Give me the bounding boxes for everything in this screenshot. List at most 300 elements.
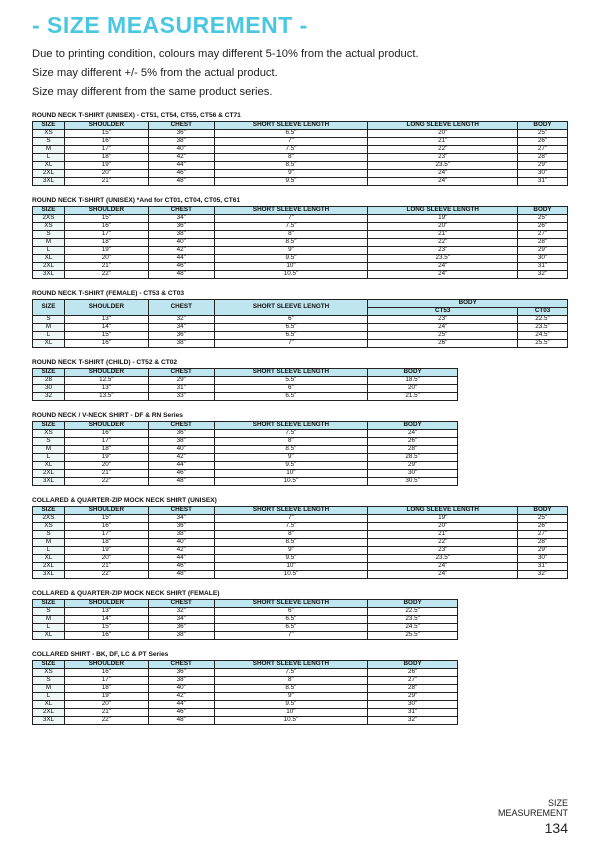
size-cell: L xyxy=(33,547,65,555)
table-cell: 9" xyxy=(214,547,368,555)
size-table-section xyxy=(32,290,568,348)
table-cell: 44" xyxy=(148,462,214,470)
size-cell: M xyxy=(33,616,65,624)
table-cell: 7" xyxy=(214,515,368,523)
column-header: SIZE xyxy=(33,122,65,130)
table-cell: 28" xyxy=(368,685,458,693)
table-cell: 27" xyxy=(518,146,568,154)
page-number: 134 xyxy=(544,820,568,836)
table-cell: 22" xyxy=(368,146,518,154)
table-cell: 9" xyxy=(214,170,368,178)
size-cell: M xyxy=(33,446,65,454)
table-cell: 24" xyxy=(368,430,458,438)
size-cell: 2XL xyxy=(33,709,65,717)
size-cell: XS xyxy=(33,130,65,138)
table-title: ROUND NECK T-SHIRT (CHILD) - CT52 & CT02 xyxy=(32,359,178,366)
table-row xyxy=(33,332,568,340)
table-cell: 25" xyxy=(518,215,568,223)
table-row xyxy=(33,231,568,239)
table-cell: 36" xyxy=(148,430,214,438)
table-cell: 23.5" xyxy=(518,324,568,332)
table-cell: 6" xyxy=(214,316,368,324)
table-cell: 9.5" xyxy=(214,555,368,563)
size-cell: XL xyxy=(33,162,65,170)
table-cell: 8.5" xyxy=(214,685,368,693)
size-cell: 3XL xyxy=(33,478,65,486)
table-cell: 30.5" xyxy=(368,478,458,486)
size-cell: M xyxy=(33,539,65,547)
column-header: SHOULDER xyxy=(64,600,148,608)
table-cell: 12.5" xyxy=(64,377,148,385)
table-cell: 15" xyxy=(64,515,148,523)
table-cell: 13.5" xyxy=(64,393,148,401)
column-header: CHEST xyxy=(148,507,214,515)
column-header: CHEST xyxy=(148,600,214,608)
size-cell: 2XL xyxy=(33,170,65,178)
table-cell: 42" xyxy=(148,247,214,255)
table-cell: 22" xyxy=(64,571,148,579)
table-cell: 19" xyxy=(368,215,518,223)
table-cell: 19" xyxy=(64,454,148,462)
table-cell: 29" xyxy=(518,162,568,170)
table-cell: 46" xyxy=(148,263,214,271)
table-cell: 18" xyxy=(64,154,148,162)
table-cell: 18" xyxy=(64,446,148,454)
table-cell: 24.5" xyxy=(518,332,568,340)
column-header: CHEST xyxy=(148,661,214,669)
table-cell: 8" xyxy=(214,531,368,539)
table-cell: 8" xyxy=(214,438,368,446)
table-row xyxy=(33,478,458,486)
table-cell: 16" xyxy=(64,223,148,231)
table-cell: 32" xyxy=(148,608,214,616)
table-cell: 34" xyxy=(148,616,214,624)
table-cell: 20" xyxy=(64,170,148,178)
size-cell: L xyxy=(33,454,65,462)
table-row xyxy=(33,539,568,547)
table-cell: 23" xyxy=(368,547,518,555)
table-cell: 10.5" xyxy=(214,271,368,279)
table-cell: 34" xyxy=(148,215,214,223)
table-cell: 5.5" xyxy=(214,377,368,385)
size-cell: S xyxy=(33,677,65,685)
table-cell: 33" xyxy=(148,393,214,401)
column-header: SHOULDER xyxy=(64,369,148,377)
table-cell: 34" xyxy=(148,515,214,523)
size-cell: 2XL xyxy=(33,470,65,478)
column-header: SIZE xyxy=(33,422,65,430)
table-cell: 40" xyxy=(148,539,214,547)
table-cell: 28" xyxy=(518,239,568,247)
table-cell: 27" xyxy=(518,231,568,239)
table-cell: 27" xyxy=(368,677,458,685)
column-header: CHEST xyxy=(148,122,214,130)
table-row xyxy=(33,247,568,255)
table-row xyxy=(33,608,458,616)
column-header: CT03 xyxy=(518,308,568,316)
table-cell: 30" xyxy=(518,170,568,178)
table-cell: 36" xyxy=(148,223,214,231)
table-row xyxy=(33,146,568,154)
table-title: COLLARED SHIRT - BK, DF, LC & PT Series xyxy=(32,651,169,658)
column-header: CHEST xyxy=(148,369,214,377)
table-cell: 25.5" xyxy=(518,340,568,348)
table-cell: 38" xyxy=(148,138,214,146)
table-cell: 38" xyxy=(148,438,214,446)
table-cell: 22" xyxy=(64,717,148,725)
table-row xyxy=(33,515,568,523)
size-cell: 30 xyxy=(33,385,65,393)
column-header: SHOULDER xyxy=(64,300,148,316)
table-header-row xyxy=(33,122,568,130)
table-row xyxy=(33,462,458,470)
column-header: SIZE xyxy=(33,207,65,215)
table-cell: 29" xyxy=(148,377,214,385)
table-cell: 25" xyxy=(518,130,568,138)
table-cell: 28.5" xyxy=(368,454,458,462)
table-cell: 16" xyxy=(64,632,148,640)
table-cell: 36" xyxy=(148,669,214,677)
table-cell: 44" xyxy=(148,162,214,170)
table-cell: 31" xyxy=(518,178,568,186)
table-cell: 7.5" xyxy=(214,146,368,154)
table-cell: 24" xyxy=(368,324,518,332)
column-header: BODY xyxy=(368,600,458,608)
column-header: SHORT SLEEVE LENGTH xyxy=(214,507,368,515)
table-row xyxy=(33,555,568,563)
table-cell: 26" xyxy=(368,340,518,348)
table-cell: 10.5" xyxy=(214,717,368,725)
size-cell: S xyxy=(33,438,65,446)
size-cell: XL xyxy=(33,340,65,348)
size-cell: M xyxy=(33,239,65,247)
table-cell: 7.5" xyxy=(214,223,368,231)
size-cell: M xyxy=(33,324,65,332)
size-cell: S xyxy=(33,316,65,324)
table-cell: 20" xyxy=(64,462,148,470)
table-title: COLLARED & QUARTER-ZIP MOCK NECK SHIRT (FEMALE) xyxy=(32,590,220,597)
table-cell: 40" xyxy=(148,146,214,154)
table-cell: 7" xyxy=(214,632,368,640)
table-cell: 14" xyxy=(64,324,148,332)
table-cell: 30" xyxy=(518,555,568,563)
column-header: BODY xyxy=(518,507,568,515)
table-cell: 18" xyxy=(64,239,148,247)
table-cell: 9" xyxy=(214,693,368,701)
size-table xyxy=(32,368,458,401)
table-cell: 7" xyxy=(214,340,368,348)
table-cell: 21" xyxy=(368,231,518,239)
table-row xyxy=(33,446,458,454)
table-cell: 48" xyxy=(148,178,214,186)
table-cell: 8.5" xyxy=(214,446,368,454)
table-cell: 27" xyxy=(518,531,568,539)
note-line: Size may different +/- 5% from the actual product. xyxy=(32,67,278,79)
table-cell: 9.5" xyxy=(214,178,368,186)
size-cell: 2XL xyxy=(33,263,65,271)
table-row xyxy=(33,263,568,271)
table-cell: 30" xyxy=(368,470,458,478)
table-cell: 9.5" xyxy=(214,701,368,709)
table-cell: 22.5" xyxy=(368,608,458,616)
size-cell: S xyxy=(33,531,65,539)
size-cell: L xyxy=(33,247,65,255)
size-cell: S xyxy=(33,138,65,146)
table-cell: 22" xyxy=(64,478,148,486)
column-header: SHORT SLEEVE LENGTH xyxy=(214,661,368,669)
column-header: SHORT SLEEVE LENGTH xyxy=(214,369,368,377)
table-row xyxy=(33,324,568,332)
table-cell: 42" xyxy=(148,454,214,462)
table-cell: 16" xyxy=(64,340,148,348)
table-cell: 20" xyxy=(64,701,148,709)
size-cell: M xyxy=(33,146,65,154)
size-table-section xyxy=(32,497,568,579)
table-cell: 42" xyxy=(148,547,214,555)
table-row xyxy=(33,709,458,717)
footer-label-line: MEASUREMENT xyxy=(497,808,568,818)
table-cell: 44" xyxy=(148,255,214,263)
table-cell: 23" xyxy=(368,247,518,255)
table-cell: 22.5" xyxy=(518,316,568,324)
size-cell: 3XL xyxy=(33,271,65,279)
size-cell: XS xyxy=(33,223,65,231)
table-row xyxy=(33,523,568,531)
table-cell: 9" xyxy=(214,454,368,462)
table-cell: 36" xyxy=(148,624,214,632)
column-header: SIZE xyxy=(33,507,65,515)
table-row xyxy=(33,215,568,223)
note-line: Due to printing condition, colours may different 5-10% from the actual product. xyxy=(32,48,419,60)
table-cell: 46" xyxy=(148,709,214,717)
column-header: SIZE xyxy=(33,600,65,608)
table-cell: 21" xyxy=(64,709,148,717)
size-cell: 28 xyxy=(33,377,65,385)
size-cell: XL xyxy=(33,632,65,640)
table-cell: 29" xyxy=(368,462,458,470)
table-cell: 20" xyxy=(64,555,148,563)
table-cell: 20" xyxy=(64,255,148,263)
table-header-row xyxy=(33,369,458,377)
table-cell: 29" xyxy=(518,547,568,555)
table-cell: 9.5" xyxy=(214,255,368,263)
table-row xyxy=(33,632,458,640)
column-header: SHORT SLEEVE LENGTH xyxy=(214,300,368,316)
table-cell: 36" xyxy=(148,332,214,340)
page-title: - SIZE MEASUREMENT - xyxy=(32,12,308,38)
size-cell: M xyxy=(33,685,65,693)
size-cell: 2XS xyxy=(33,515,65,523)
table-cell: 16" xyxy=(64,523,148,531)
column-header: SHOULDER xyxy=(64,661,148,669)
table-cell: 38" xyxy=(148,677,214,685)
table-row xyxy=(33,393,458,401)
table-cell: 16" xyxy=(64,138,148,146)
table-row xyxy=(33,717,458,725)
table-cell: 46" xyxy=(148,563,214,571)
table-cell: 26" xyxy=(518,223,568,231)
size-table-section xyxy=(32,651,568,725)
table-row xyxy=(33,616,458,624)
size-cell: L xyxy=(33,624,65,632)
table-cell: 32" xyxy=(518,571,568,579)
column-header: SHORT SLEEVE LENGTH xyxy=(214,207,368,215)
column-header: CT53 xyxy=(368,308,518,316)
size-table xyxy=(32,506,568,579)
table-cell: 21.5" xyxy=(368,393,458,401)
table-cell: 46" xyxy=(148,170,214,178)
table-cell: 24" xyxy=(368,263,518,271)
table-cell: 17" xyxy=(64,146,148,154)
size-cell: 3XL xyxy=(33,717,65,725)
table-cell: 9" xyxy=(214,247,368,255)
size-cell: XS xyxy=(33,523,65,531)
table-cell: 7" xyxy=(214,215,368,223)
column-header: BODY xyxy=(368,369,458,377)
table-cell: 24" xyxy=(368,271,518,279)
column-header: BODY xyxy=(518,207,568,215)
table-cell: 32" xyxy=(148,316,214,324)
table-cell: 20" xyxy=(368,523,518,531)
table-row xyxy=(33,430,458,438)
table-cell: 24.5" xyxy=(368,624,458,632)
table-header-row xyxy=(33,300,568,308)
table-cell: 7.5" xyxy=(214,523,368,531)
table-cell: 16" xyxy=(64,669,148,677)
table-cell: 17" xyxy=(64,231,148,239)
table-cell: 8" xyxy=(214,677,368,685)
table-cell: 28" xyxy=(518,539,568,547)
table-cell: 21" xyxy=(64,563,148,571)
table-cell: 8.5" xyxy=(214,162,368,170)
table-cell: 23" xyxy=(368,154,518,162)
table-row xyxy=(33,693,458,701)
table-row xyxy=(33,170,568,178)
table-cell: 48" xyxy=(148,571,214,579)
table-cell: 25.5" xyxy=(368,632,458,640)
table-cell: 18" xyxy=(64,539,148,547)
table-cell: 19" xyxy=(64,693,148,701)
size-cell: XS xyxy=(33,430,65,438)
table-cell: 7.5" xyxy=(214,669,368,677)
table-cell: 24" xyxy=(368,170,518,178)
table-row xyxy=(33,138,568,146)
table-cell: 17" xyxy=(64,531,148,539)
table-cell: 24" xyxy=(368,178,518,186)
size-table-section xyxy=(32,590,568,640)
table-row xyxy=(33,162,568,170)
size-cell: XL xyxy=(33,462,65,470)
table-cell: 6.5" xyxy=(214,324,368,332)
table-cell: 14" xyxy=(64,616,148,624)
table-row xyxy=(33,255,568,263)
table-cell: 40" xyxy=(148,685,214,693)
table-cell: 9.5" xyxy=(214,462,368,470)
table-cell: 6" xyxy=(214,608,368,616)
column-header: SIZE xyxy=(33,661,65,669)
table-row xyxy=(33,271,568,279)
size-cell: XS xyxy=(33,669,65,677)
table-cell: 19" xyxy=(368,515,518,523)
table-cell: 32" xyxy=(368,717,458,725)
table-cell: 13" xyxy=(64,385,148,393)
table-cell: 6" xyxy=(214,385,368,393)
disclaimer-notes xyxy=(32,45,419,102)
size-table xyxy=(32,660,458,725)
table-cell: 48" xyxy=(148,478,214,486)
table-row xyxy=(33,677,458,685)
table-cell: 8.5" xyxy=(214,239,368,247)
size-cell: XL xyxy=(33,255,65,263)
table-title: ROUND NECK / V-NECK SHIRT - DF & RN Series xyxy=(32,412,183,419)
table-cell: 10.5" xyxy=(214,571,368,579)
table-cell: 31" xyxy=(368,709,458,717)
table-cell: 34" xyxy=(148,324,214,332)
size-table xyxy=(32,421,458,486)
table-cell: 22" xyxy=(368,239,518,247)
table-cell: 36" xyxy=(148,523,214,531)
table-cell: 28" xyxy=(368,446,458,454)
table-cell: 21" xyxy=(64,470,148,478)
table-cell: 23.5" xyxy=(368,162,518,170)
table-cell: 31" xyxy=(148,385,214,393)
table-cell: 10.5" xyxy=(214,478,368,486)
table-cell: 23.5" xyxy=(368,616,458,624)
table-cell: 17" xyxy=(64,438,148,446)
column-header: CHEST xyxy=(148,422,214,430)
column-header: SIZE xyxy=(33,369,65,377)
table-cell: 13" xyxy=(64,316,148,324)
table-title: COLLARED & QUARTER-ZIP MOCK NECK SHIRT (UNISEX) xyxy=(32,497,217,504)
table-cell: 23.5" xyxy=(368,255,518,263)
size-table xyxy=(32,121,568,186)
table-cell: 38" xyxy=(148,632,214,640)
table-row xyxy=(33,438,458,446)
table-cell: 10" xyxy=(214,563,368,571)
table-cell: 44" xyxy=(148,555,214,563)
table-cell: 15" xyxy=(64,130,148,138)
column-header: SHORT SLEEVE LENGTH xyxy=(214,122,368,130)
size-cell: 2XL xyxy=(33,563,65,571)
table-cell: 7.5" xyxy=(214,430,368,438)
table-cell: 15" xyxy=(64,332,148,340)
table-title: ROUND NECK T-SHIRT (UNISEX) - CT51, CT54, CT55, CT56 & CT71 xyxy=(32,112,241,119)
table-cell: 26" xyxy=(368,669,458,677)
table-cell: 38" xyxy=(148,340,214,348)
size-table xyxy=(32,206,568,279)
table-header-row xyxy=(33,661,458,669)
size-cell: 32 xyxy=(33,393,65,401)
size-cell: S xyxy=(33,231,65,239)
table-cell: 10" xyxy=(214,263,368,271)
table-cell: 15" xyxy=(64,215,148,223)
table-row xyxy=(33,685,458,693)
table-cell: 23.5" xyxy=(368,555,518,563)
table-cell: 6.5" xyxy=(214,332,368,340)
table-cell: 26" xyxy=(518,138,568,146)
column-header: LONG SLEEVE LENGTH xyxy=(368,122,518,130)
table-cell: 40" xyxy=(148,239,214,247)
table-cell: 42" xyxy=(148,693,214,701)
table-row xyxy=(33,563,568,571)
size-table-section xyxy=(32,197,568,279)
table-cell: 13" xyxy=(64,608,148,616)
column-header: SHOULDER xyxy=(64,122,148,130)
size-cell: XL xyxy=(33,701,65,709)
table-row xyxy=(33,571,568,579)
table-row xyxy=(33,454,458,462)
size-cell: L xyxy=(33,332,65,340)
